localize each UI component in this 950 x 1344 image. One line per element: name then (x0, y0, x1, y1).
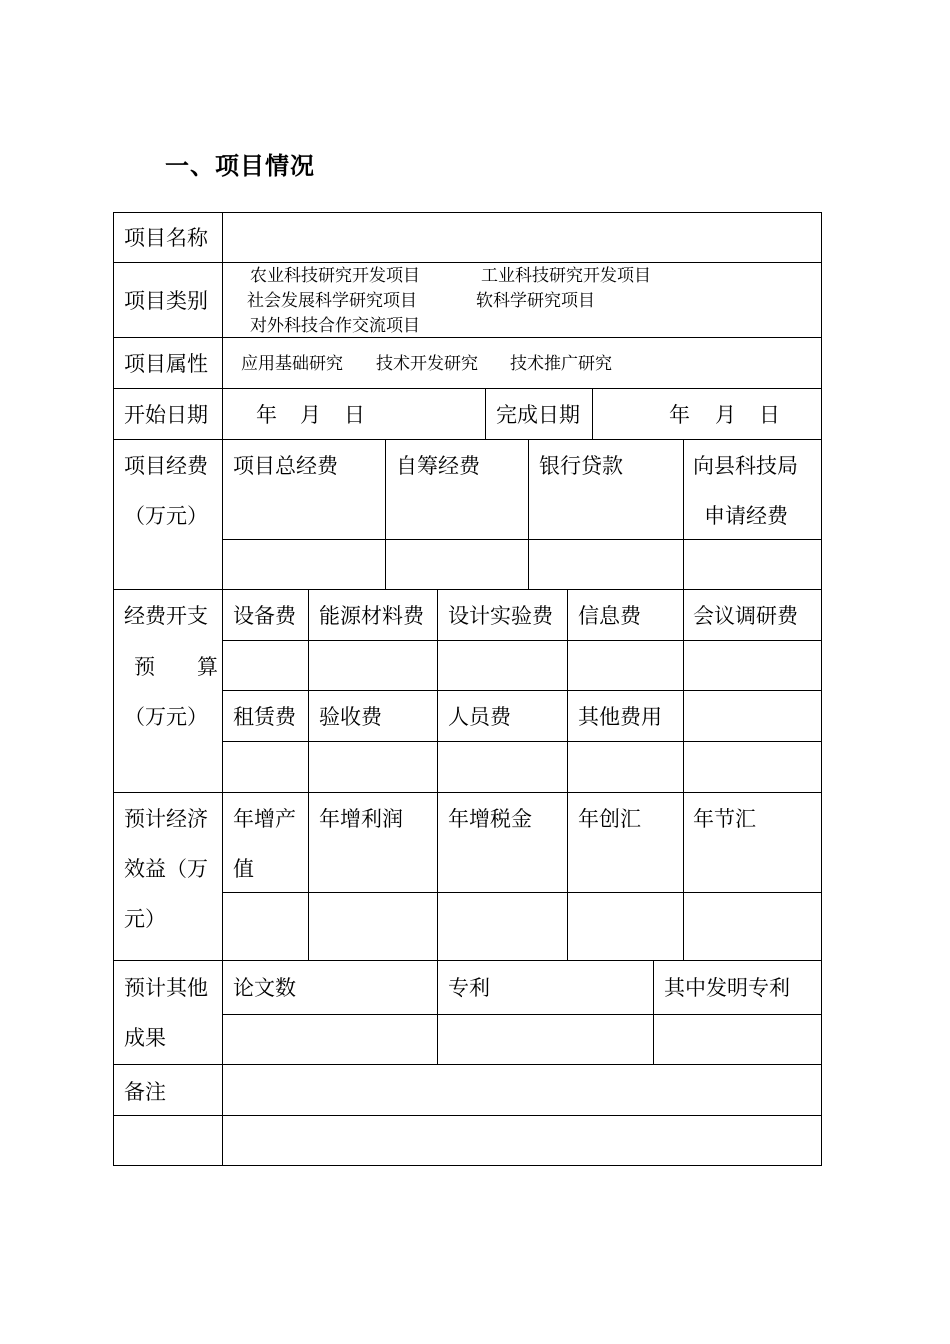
budget-meeting-input[interactable] (685, 642, 820, 689)
column-divider (592, 388, 593, 439)
category-option-soft-science[interactable]: 软科学研究项目 (476, 291, 595, 311)
attribute-option-tech-promotion[interactable]: 技术推广研究 (510, 354, 612, 374)
start-date-label: 开始日期 (124, 403, 208, 427)
benefit-label-line-1: 预计经济 (124, 807, 208, 831)
budget-col-personnel: 人员费 (448, 705, 511, 729)
funding-col-self-raised: 自筹经费 (396, 454, 480, 478)
funding-bank-loan-input[interactable] (530, 541, 682, 588)
benefit-col-foreign-exchange-saved: 年节汇 (693, 807, 756, 831)
category-option-agriculture[interactable]: 农业科技研究开发项目 (250, 266, 420, 286)
benefit-label-line-2: 效益（万 (124, 857, 208, 881)
budget-equipment-input[interactable] (224, 642, 307, 689)
start-month-unit: 月 (300, 403, 321, 427)
notes-label: 备注 (124, 1080, 166, 1104)
benefit-col-tax: 年增税金 (448, 807, 532, 831)
budget-label-line-2: 预 算 (134, 655, 218, 679)
row-divider (222, 1014, 822, 1015)
budget-information-input[interactable] (569, 642, 682, 689)
other-invention-patents-input[interactable] (655, 1016, 820, 1063)
funding-label-line-2: （万元） (124, 504, 208, 528)
funding-self-raised-input[interactable] (387, 541, 527, 588)
start-date-field[interactable] (224, 390, 484, 438)
row-divider (113, 212, 822, 213)
start-day-unit: 日 (344, 403, 365, 427)
other-col-invention-patents: 其中发明专利 (664, 976, 790, 1000)
row-divider (113, 1115, 822, 1116)
row-divider (113, 262, 822, 263)
funding-col-county-line-2: 申请经费 (704, 504, 788, 528)
budget-energy-input[interactable] (310, 642, 436, 689)
row-divider (113, 388, 822, 389)
column-divider (567, 589, 568, 960)
column-divider (653, 960, 654, 1064)
row-divider (222, 690, 822, 691)
budget-col-design-experiment: 设计实验费 (448, 604, 553, 628)
column-divider (308, 589, 309, 960)
column-divider (485, 388, 486, 439)
category-option-social[interactable]: 社会发展科学研究项目 (247, 291, 417, 311)
budget-personnel-input[interactable] (439, 743, 566, 791)
benefit-tax-input[interactable] (439, 894, 566, 959)
funding-col-bank-loan: 银行贷款 (539, 454, 623, 478)
budget-label-line-1: 经费开支 (124, 604, 208, 628)
end-date-field[interactable] (594, 390, 820, 438)
column-divider (113, 212, 114, 1166)
budget-col-equipment: 设备费 (233, 604, 296, 628)
column-divider (683, 439, 684, 589)
column-divider (385, 439, 386, 589)
page-title: 一、项目情况 (165, 152, 315, 180)
project-attribute-label: 项目属性 (124, 352, 208, 376)
row-divider (113, 1165, 822, 1166)
row-divider (222, 892, 822, 893)
budget-col-rental: 租赁费 (233, 705, 296, 729)
end-month-unit: 月 (715, 403, 736, 427)
benefit-col-output-line-2: 值 (233, 857, 254, 881)
end-year-unit: 年 (669, 403, 690, 427)
column-divider (821, 212, 822, 1166)
budget-col-other: 其他费用 (578, 705, 662, 729)
row-divider (113, 589, 822, 590)
category-option-international[interactable]: 对外科技合作交流项目 (250, 316, 420, 336)
other-col-papers: 论文数 (233, 976, 296, 1000)
row-divider (222, 539, 822, 540)
other-papers-input[interactable] (224, 1016, 436, 1063)
project-category-label: 项目类别 (124, 289, 208, 313)
attribute-option-tech-development[interactable]: 技术开发研究 (376, 354, 478, 374)
column-divider (222, 212, 223, 1166)
budget-other-input[interactable] (569, 743, 682, 791)
benefit-col-output-line-1: 年增产 (233, 807, 296, 831)
benefit-label-line-3: 元） (124, 907, 166, 931)
row-divider (222, 741, 822, 742)
notes-field[interactable] (224, 1066, 820, 1114)
row-divider (113, 1064, 822, 1065)
notes-extra-field[interactable] (224, 1117, 820, 1164)
benefit-col-foreign-exchange-earned: 年创汇 (578, 807, 641, 831)
budget-col-energy-materials: 能源材料费 (319, 604, 424, 628)
budget-acceptance-input[interactable] (310, 743, 436, 791)
budget-label-line-3: （万元） (124, 705, 208, 729)
funding-col-county-line-1: 向县科技局 (693, 454, 798, 478)
row-divider (113, 792, 822, 793)
project-name-field[interactable] (224, 214, 820, 261)
attribute-option-basic-research[interactable]: 应用基础研究 (241, 354, 343, 374)
category-option-industry[interactable]: 工业科技研究开发项目 (481, 266, 651, 286)
column-divider (683, 589, 684, 960)
other-outcomes-label-line-2: 成果 (124, 1026, 166, 1050)
funding-label-line-1: 项目经费 (124, 454, 208, 478)
end-day-unit: 日 (759, 403, 780, 427)
benefit-profit-input[interactable] (310, 894, 436, 959)
funding-total-input[interactable] (224, 541, 384, 588)
budget-design-input[interactable] (439, 642, 566, 689)
benefit-output-input[interactable] (224, 894, 307, 959)
budget-col-information: 信息费 (578, 604, 641, 628)
other-outcomes-label-line-1: 预计其他 (124, 976, 208, 1000)
column-divider (437, 589, 438, 960)
start-year-unit: 年 (256, 403, 277, 427)
funding-col-total: 项目总经费 (233, 454, 338, 478)
project-name-label: 项目名称 (124, 226, 208, 250)
row-divider (113, 439, 822, 440)
row-divider (113, 337, 822, 338)
other-col-patents: 专利 (448, 976, 490, 1000)
end-date-label: 完成日期 (496, 403, 580, 427)
benefit-fx-earned-input[interactable] (569, 894, 682, 959)
row-divider (222, 640, 822, 641)
budget-col-acceptance: 验收费 (319, 705, 382, 729)
budget-col-meeting-research: 会议调研费 (693, 604, 798, 628)
budget-rental-input[interactable] (224, 743, 307, 791)
column-divider (528, 439, 529, 589)
funding-county-input[interactable] (685, 541, 820, 588)
row-divider (113, 960, 822, 961)
benefit-col-profit: 年增利润 (319, 807, 403, 831)
benefit-fx-saved-input[interactable] (685, 894, 820, 959)
column-divider (437, 960, 438, 1064)
other-patents-input[interactable] (439, 1016, 652, 1063)
